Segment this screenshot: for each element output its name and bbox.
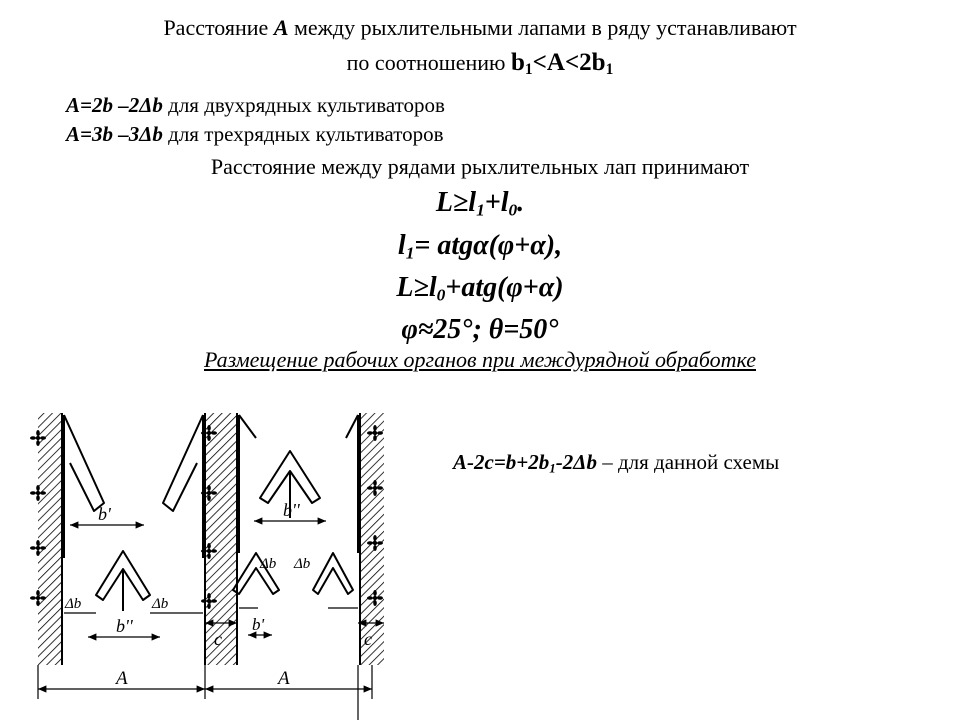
label-a-left: A [116, 668, 128, 689]
equation-3: $L\ge l_0+atg(\varphi+\alpha)$ [396, 272, 564, 305]
equation-2: $l_1= atg\alpha(\varphi+\alpha)$, [397, 230, 563, 263]
label-b-prime-left: b' [98, 504, 111, 524]
label-b-double-upper: b'' [283, 500, 300, 520]
label-delta-b-1: Δb [65, 596, 82, 612]
protection-strip-left [38, 413, 62, 665]
scheme-formula: $A-2c=b+2b_1-2\Delta b$ – для данной схемы [453, 450, 780, 476]
side-knife-middle-right [239, 415, 256, 553]
side-knife-middle-left [163, 415, 203, 558]
intro-line-1: Расстояние А между рыхлительными лапами в ряду устанавливают [163, 15, 797, 40]
two-row-formula: A=2b –2Δb для двухрядных культиваторов [66, 93, 445, 117]
equation-4: φ≈25°; θ=50° [401, 314, 559, 345]
equation-1: $L\ge l_1+l_0$. [435, 187, 525, 220]
label-c-middle: c [214, 629, 222, 649]
arrow-share-lower-right [313, 553, 353, 594]
protection-strip-right [360, 413, 384, 665]
label-a-right: A [278, 668, 290, 689]
figure-caption: Размещение рабочих органов при междурядной обработке [203, 347, 756, 372]
label-c-right: c [364, 629, 372, 649]
side-knife-left [64, 415, 104, 558]
label-delta-b-4: Δb [294, 556, 311, 572]
symbol-a: А [273, 15, 289, 40]
three-row-formula: A=3b –3Δb для трехрядных культиваторов [66, 122, 444, 146]
tool-placement-diagram [28, 403, 400, 720]
ratio-formula: $b_1<A<2b_1$ [510, 49, 614, 78]
rows-spacing-text: Расстояние между рядами рыхлительных лап принимают [210, 154, 750, 179]
side-knife-right [346, 415, 358, 553]
protection-strip-middle [205, 413, 237, 665]
label-delta-b-2: Δb [152, 596, 169, 612]
intro-line-2: по соотношению $b_1<A<2b_1$ [346, 49, 614, 78]
label-b-double-lower: b'' [116, 616, 133, 636]
label-b-prime-right: b' [252, 615, 265, 634]
label-delta-b-3: Δb [260, 556, 277, 572]
